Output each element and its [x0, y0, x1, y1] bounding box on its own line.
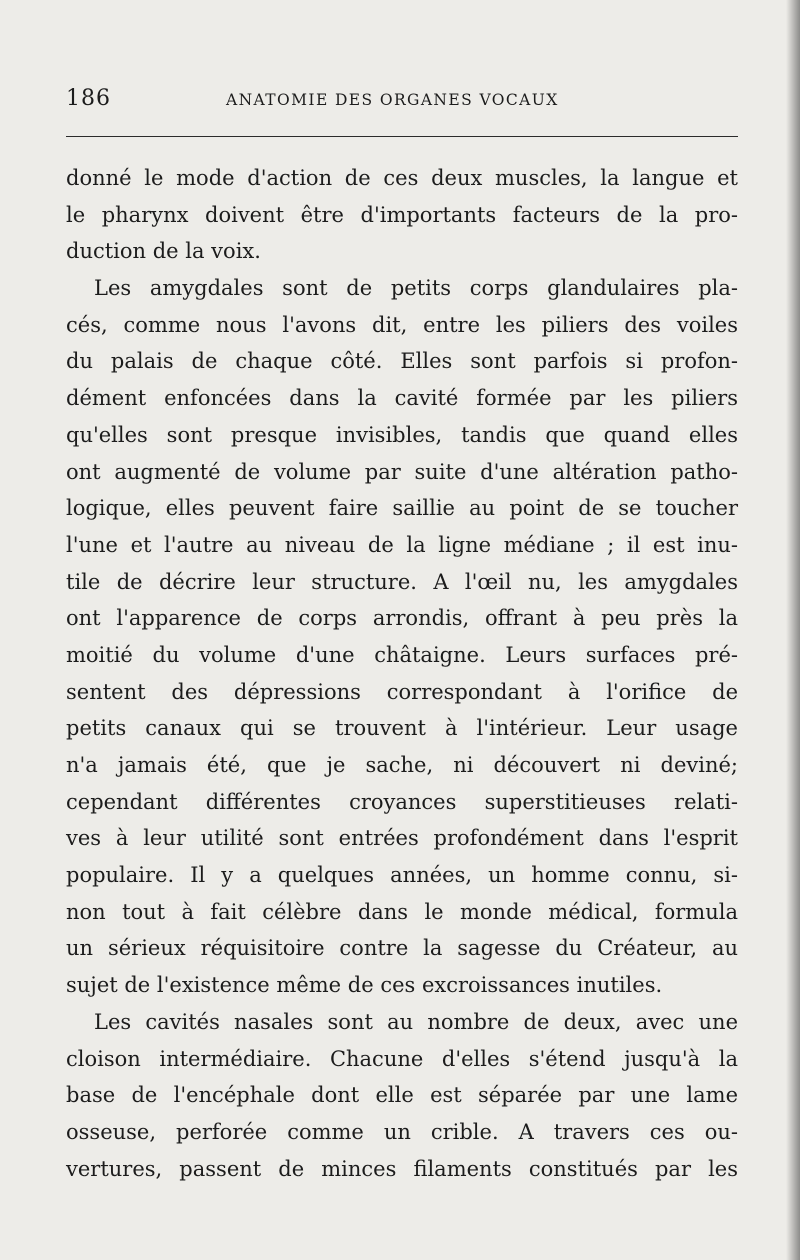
- page-header: [66, 86, 738, 122]
- text-line: non tout à fait célèbre dans le monde médical, formula: [66, 899, 738, 924]
- text-line: populaire. Il y a quelques années, un homme connu, si-: [66, 863, 738, 888]
- text-line: cependant différentes croyances superstitieuses relati-: [66, 789, 738, 814]
- text-line: donné le mode d'action de ces deux muscles, la langue et: [66, 166, 738, 190]
- text-line: ves à leur utilité sont entrées profondément dans l'esprit: [66, 826, 738, 851]
- text-line: le pharynx doivent être d'importants facteurs de la pro-: [66, 202, 738, 227]
- text-line: Les amygdales sont de petits corps glandulaires pla-: [94, 276, 738, 301]
- text-line: ont l'apparence de corps arrondis, offrant à peu près la: [66, 606, 738, 631]
- text-line: cloison intermédiaire. Chacune d'elles s'étend jusqu'à la: [66, 1046, 738, 1071]
- body-text: [66, 160, 738, 1187]
- text-line: dément enfoncées dans la cavité formée par les piliers: [66, 386, 738, 411]
- text-line: tile de décrire leur structure. A l'œil nu, les amygdales: [66, 569, 738, 594]
- text-line: qu'elles sont presque invisibles, tandis que quand elles: [66, 422, 738, 447]
- text-line: un sérieux réquisitoire contre la sagesse du Créateur, au: [66, 936, 738, 961]
- text-line: sentent des dépressions correspondant à l'orifice de: [66, 679, 738, 704]
- text-line: vertures, passent de minces filaments constitués par les: [66, 1156, 738, 1181]
- text-line: moitié du volume d'une châtaigne. Leurs surfaces pré-: [66, 642, 738, 667]
- text-line: Les cavités nasales sont au nombre de deux, avec une: [94, 1009, 738, 1034]
- text-line: logique, elles peuvent faire saillie au point de se toucher: [66, 496, 738, 521]
- text-line: base de l'encéphale dont elle est séparée par une lame: [66, 1083, 738, 1108]
- text-line: l'une et l'autre au niveau de la ligne médiane ; il est inu-: [66, 532, 738, 557]
- running-title: ANATOMIE DES ORGANES VOCAUX: [226, 91, 559, 109]
- text-line: cés, comme nous l'avons dit, entre les piliers des voiles: [66, 312, 738, 337]
- text-line: sujet de l'existence même de ces excroissances inutiles.: [66, 973, 663, 998]
- page-number: 186: [66, 86, 111, 111]
- text-line: du palais de chaque côté. Elles sont parfois si profon-: [66, 349, 738, 374]
- text-line: osseuse, perforée comme un crible. A travers ces ou-: [66, 1119, 738, 1144]
- text-line: petits canaux qui se trouvent à l'intérieur. Leur usage: [66, 716, 738, 741]
- page-edge-shadow: [786, 0, 800, 1260]
- header-rule: [66, 136, 738, 137]
- text-line: ont augmenté de volume par suite d'une altération patho-: [66, 459, 738, 484]
- text-line: duction de la voix.: [66, 239, 261, 264]
- text-line: n'a jamais été, que je sache, ni découvert ni deviné;: [66, 753, 738, 777]
